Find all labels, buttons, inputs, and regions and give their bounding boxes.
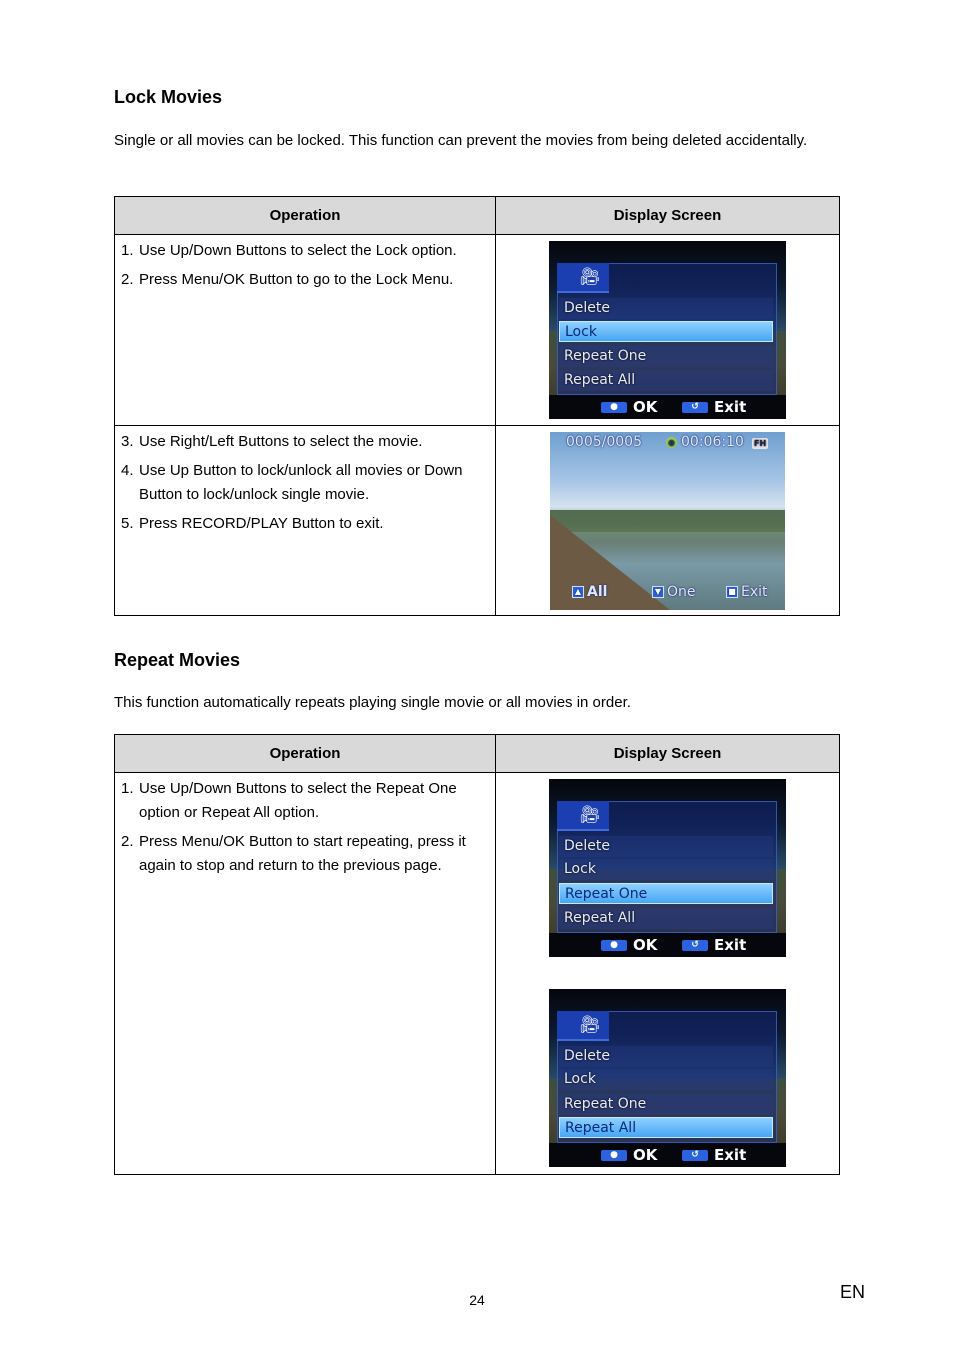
menu-item-repeat-all[interactable]: Repeat All xyxy=(559,908,773,929)
menu-item-repeat-one[interactable]: Repeat One xyxy=(559,346,773,367)
ok-button-icon: ● xyxy=(601,1150,627,1161)
table-header-row xyxy=(115,197,840,235)
step-number: 1. xyxy=(121,780,134,797)
page-number: 24 xyxy=(469,1292,485,1308)
step-text: Use Up/Down Buttons to select the Repeat One option or Repeat All option. xyxy=(139,780,457,821)
menu-item-delete[interactable]: Delete xyxy=(559,1046,773,1067)
repeat-movies-intro: This function automatically repeats playing single movie or all movies in order. xyxy=(114,694,631,711)
exit-hint[interactable] xyxy=(726,584,768,600)
menu-item-lock[interactable]: Lock xyxy=(559,1069,773,1090)
file-counter: 0005/0005 xyxy=(566,434,642,450)
list-item xyxy=(121,512,489,536)
return-icon: ↺ xyxy=(682,940,708,951)
step-text: Press RECORD/PLAY Button to exit. xyxy=(139,515,384,532)
exit-label: Exit xyxy=(741,584,768,600)
menu-item-repeat-one[interactable]: Repeat One xyxy=(559,883,773,904)
step-text: Press Menu/OK Button to start repeating, press it again to stop and return to the previous page. xyxy=(139,833,466,874)
step-number: 3. xyxy=(121,433,134,450)
list-item xyxy=(121,777,489,825)
one-label: One xyxy=(667,584,696,600)
camera-menu-screen xyxy=(549,779,786,957)
repeat-movies-heading: Repeat Movies xyxy=(114,650,241,670)
lock-one-hint[interactable] xyxy=(652,584,696,600)
soft-key-bar xyxy=(549,1143,786,1167)
lock-all-hint[interactable] xyxy=(572,584,607,600)
ok-key[interactable] xyxy=(601,400,657,414)
menu-item-delete[interactable]: Delete xyxy=(559,836,773,857)
ok-button-icon: ● xyxy=(601,402,627,413)
movie-camera-icon: 🎥︎ xyxy=(579,267,601,287)
step-number: 2. xyxy=(121,833,134,850)
camera-menu-screen xyxy=(549,989,786,1167)
list-item xyxy=(121,430,489,454)
steps-list xyxy=(115,773,495,878)
soft-key-bar xyxy=(549,933,786,957)
exit-key[interactable] xyxy=(682,938,746,952)
table-row xyxy=(115,773,840,1175)
resolution-indicator xyxy=(752,435,768,451)
movie-mode-tab xyxy=(557,1011,609,1041)
display-screen-header: Display Screen xyxy=(496,197,840,235)
list-item xyxy=(121,268,489,292)
return-icon: ↺ xyxy=(682,1150,708,1161)
table-row xyxy=(115,426,840,616)
display-cell xyxy=(496,235,840,426)
menu-item-lock[interactable]: Lock xyxy=(559,321,773,342)
step-text: Use Right/Left Buttons to select the movie. xyxy=(139,433,423,450)
step-number: 2. xyxy=(121,271,134,288)
menu-item-repeat-all[interactable]: Repeat All xyxy=(559,1117,773,1138)
step-text: Use Up/Down Buttons to select the Lock option. xyxy=(139,242,457,259)
play-button-icon: ■ xyxy=(726,586,738,598)
exit-label: Exit xyxy=(714,1146,747,1164)
movie-mode-tab xyxy=(557,263,609,293)
ok-button-icon: ● xyxy=(601,940,627,951)
menu-item-repeat-one[interactable]: Repeat One xyxy=(559,1094,773,1115)
menu-item-lock[interactable]: Lock xyxy=(559,859,773,880)
exit-key[interactable] xyxy=(682,400,746,414)
operation-header: Operation xyxy=(115,735,496,773)
lock-movies-intro: Single or all movies can be locked. This function can prevent the movies from being deleted accidentally. xyxy=(114,132,808,149)
display-screen-header: Display Screen xyxy=(496,735,840,773)
step-number: 4. xyxy=(121,462,134,479)
display-cell xyxy=(496,773,840,1175)
lock-icon: ◉ xyxy=(666,437,677,448)
exit-label: Exit xyxy=(714,398,747,416)
soft-key-bar xyxy=(549,395,786,419)
operation-cell xyxy=(115,426,496,616)
step-text: Press Menu/OK Button to go to the Lock Menu. xyxy=(139,271,454,288)
operation-cell xyxy=(115,773,496,1175)
ok-key[interactable] xyxy=(601,938,657,952)
list-item xyxy=(121,459,489,507)
step-text: Use Up Button to lock/unlock all movies or Down Button to lock/unlock single movie. xyxy=(139,462,463,503)
repeat-movies-table xyxy=(114,734,840,1175)
menu-item-repeat-all[interactable]: Repeat All xyxy=(559,370,773,391)
step-number: 5. xyxy=(121,515,134,532)
down-arrow-icon: ▼ xyxy=(652,586,664,598)
steps-list xyxy=(115,235,495,292)
exit-key[interactable] xyxy=(682,1148,746,1162)
ok-label: OK xyxy=(633,936,658,954)
step-number: 1. xyxy=(121,242,134,259)
movie-mode-tab xyxy=(557,801,609,831)
operation-cell xyxy=(115,235,496,426)
steps-list xyxy=(115,426,495,536)
menu-item-delete[interactable]: Delete xyxy=(559,298,773,319)
resolution-badge: FH xyxy=(754,438,767,448)
all-label: All xyxy=(587,584,608,600)
display-cell xyxy=(496,426,840,616)
operation-header: Operation xyxy=(115,197,496,235)
lock-movies-table xyxy=(114,196,840,616)
table-header-row xyxy=(115,735,840,773)
movie-camera-icon: 🎥︎ xyxy=(579,1015,601,1035)
up-arrow-icon: ▲ xyxy=(572,586,584,598)
table-row xyxy=(115,235,840,426)
time-display xyxy=(666,434,744,450)
list-item xyxy=(121,239,489,263)
lock-movies-heading: Lock Movies xyxy=(114,87,223,107)
ok-label: OK xyxy=(633,398,658,416)
movie-camera-icon: 🎥︎ xyxy=(579,805,601,825)
language-label: EN xyxy=(840,1282,866,1302)
return-icon: ↺ xyxy=(682,402,708,413)
camera-menu-screen xyxy=(549,241,786,419)
movie-playback-screen xyxy=(550,432,785,610)
playback-time: 00:06:10 xyxy=(681,434,744,450)
exit-label: Exit xyxy=(714,936,747,954)
ok-key[interactable] xyxy=(601,1148,657,1162)
ok-label: OK xyxy=(633,1146,658,1164)
list-item xyxy=(121,830,489,878)
